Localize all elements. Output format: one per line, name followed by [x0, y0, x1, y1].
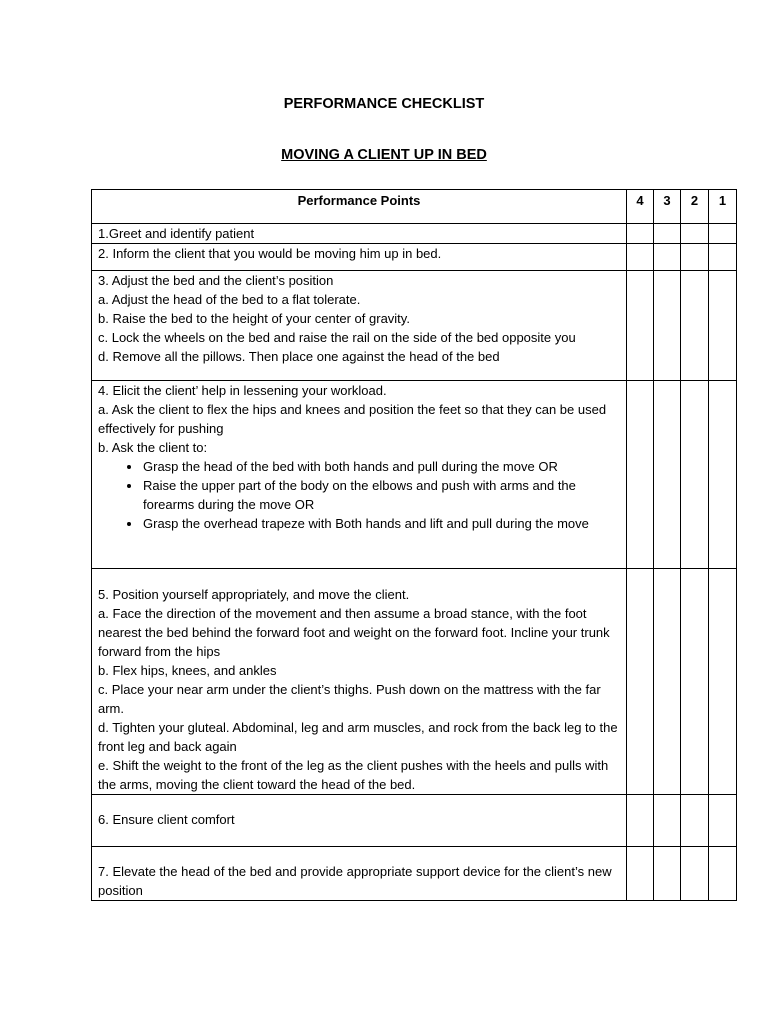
score-cell[interactable]	[627, 244, 654, 271]
header-score-1: 1	[709, 190, 737, 224]
score-cell[interactable]	[681, 244, 709, 271]
header-performance-points: Performance Points	[92, 190, 627, 224]
step-7	[92, 847, 627, 901]
header-score-2: 2	[681, 190, 709, 224]
step-2	[92, 244, 627, 271]
score-cell[interactable]	[709, 244, 737, 271]
table-row	[92, 569, 737, 795]
table-row	[92, 847, 737, 901]
score-cell[interactable]	[681, 381, 709, 569]
table-row	[92, 795, 737, 847]
score-cell[interactable]	[709, 224, 737, 244]
score-cell[interactable]	[709, 271, 737, 381]
step-line: c. Lock the wheels on the bed and raise the rail on the side of the bed opposite you	[98, 330, 576, 345]
page-title: PERFORMANCE CHECKLIST	[283, 96, 485, 112]
score-cell[interactable]	[627, 847, 654, 901]
step-line: a. Adjust the head of the bed to a flat tolerate.	[98, 292, 361, 307]
score-cell[interactable]	[681, 224, 709, 244]
score-cell[interactable]	[654, 271, 681, 381]
score-cell[interactable]	[709, 381, 737, 569]
score-cell[interactable]	[627, 271, 654, 381]
step-line: 3. Adjust the bed and the client’s position	[98, 273, 334, 288]
step-line: 4. Elicit the client’ help in lessening your workload.	[98, 383, 387, 398]
checklist-table	[91, 189, 737, 901]
step-5	[92, 569, 627, 795]
step-line: 6. Ensure client comfort	[98, 812, 235, 827]
step-line: d. Remove all the pillows. Then place one against the head of the bed	[98, 349, 500, 364]
score-cell[interactable]	[709, 569, 737, 795]
header-score-3: 3	[654, 190, 681, 224]
score-cell[interactable]	[681, 795, 709, 847]
step-line: a. Ask the client to flex the hips and knees and position the feet so that they can be used effectively for pushing	[98, 402, 607, 436]
step-line: 7. Elevate the head of the bed and provide appropriate support device for the client’s new position	[98, 864, 612, 898]
score-cell[interactable]	[654, 847, 681, 901]
bullet-item: • Raise the upper part of the body on the elbows and push with arms and the forearms during the move OR	[142, 476, 626, 514]
step-3	[92, 271, 627, 381]
table-row	[92, 244, 737, 271]
table-row	[92, 381, 737, 569]
score-cell[interactable]	[709, 795, 737, 847]
header-score-4: 4	[627, 190, 654, 224]
bullet-item: • Grasp the overhead trapeze with Both hands and lift and pull during the move	[142, 514, 626, 533]
step-4	[92, 381, 627, 569]
score-cell[interactable]	[709, 847, 737, 901]
step-line: b. Raise the bed to the height of your center of gravity.	[98, 311, 410, 326]
table-row	[92, 271, 737, 381]
step-line: d. Tighten your gluteal. Abdominal, leg and arm muscles, and rock from the back leg to the front leg and back again	[98, 720, 618, 754]
score-cell[interactable]	[681, 847, 709, 901]
score-cell[interactable]	[681, 271, 709, 381]
score-cell[interactable]	[654, 569, 681, 795]
step-line: 5. Position yourself appropriately, and move the client.	[98, 587, 410, 602]
page-subtitle: MOVING A CLIENT UP IN BED	[281, 147, 487, 163]
score-cell[interactable]	[627, 795, 654, 847]
score-cell[interactable]	[654, 244, 681, 271]
score-cell[interactable]	[654, 224, 681, 244]
score-cell[interactable]	[681, 569, 709, 795]
step-line: a. Face the direction of the movement and then assume a broad stance, with the foot nearest the bed behind the forward foot and weight on the forward foot. Incline your trunk forward from the hips	[98, 606, 610, 659]
score-cell[interactable]	[654, 381, 681, 569]
step-6	[92, 795, 627, 847]
step-line: 2. Inform the client that you would be moving him up in bed.	[98, 246, 442, 261]
score-cell[interactable]	[627, 381, 654, 569]
score-cell[interactable]	[627, 224, 654, 244]
table-row	[92, 224, 737, 244]
step-line: c. Place your near arm under the client’s thighs. Push down on the mattress with the far arm.	[98, 682, 601, 716]
score-cell[interactable]	[627, 569, 654, 795]
score-cell[interactable]	[654, 795, 681, 847]
step-line: 1.Greet and identify patient	[98, 226, 255, 241]
step-line: e. Shift the weight to the front of the leg as the client pushes with the heels and pulls with the arms, moving the client toward the head of the bed.	[98, 758, 609, 792]
step-line: b. Flex hips, knees, and ankles	[98, 663, 277, 678]
table-header-row	[92, 190, 737, 224]
step-1	[92, 224, 627, 244]
step-line: b. Ask the client to:	[98, 440, 208, 455]
bullet-list	[98, 457, 626, 533]
bullet-item: • Grasp the head of the bed with both hands and pull during the move OR	[142, 457, 626, 476]
